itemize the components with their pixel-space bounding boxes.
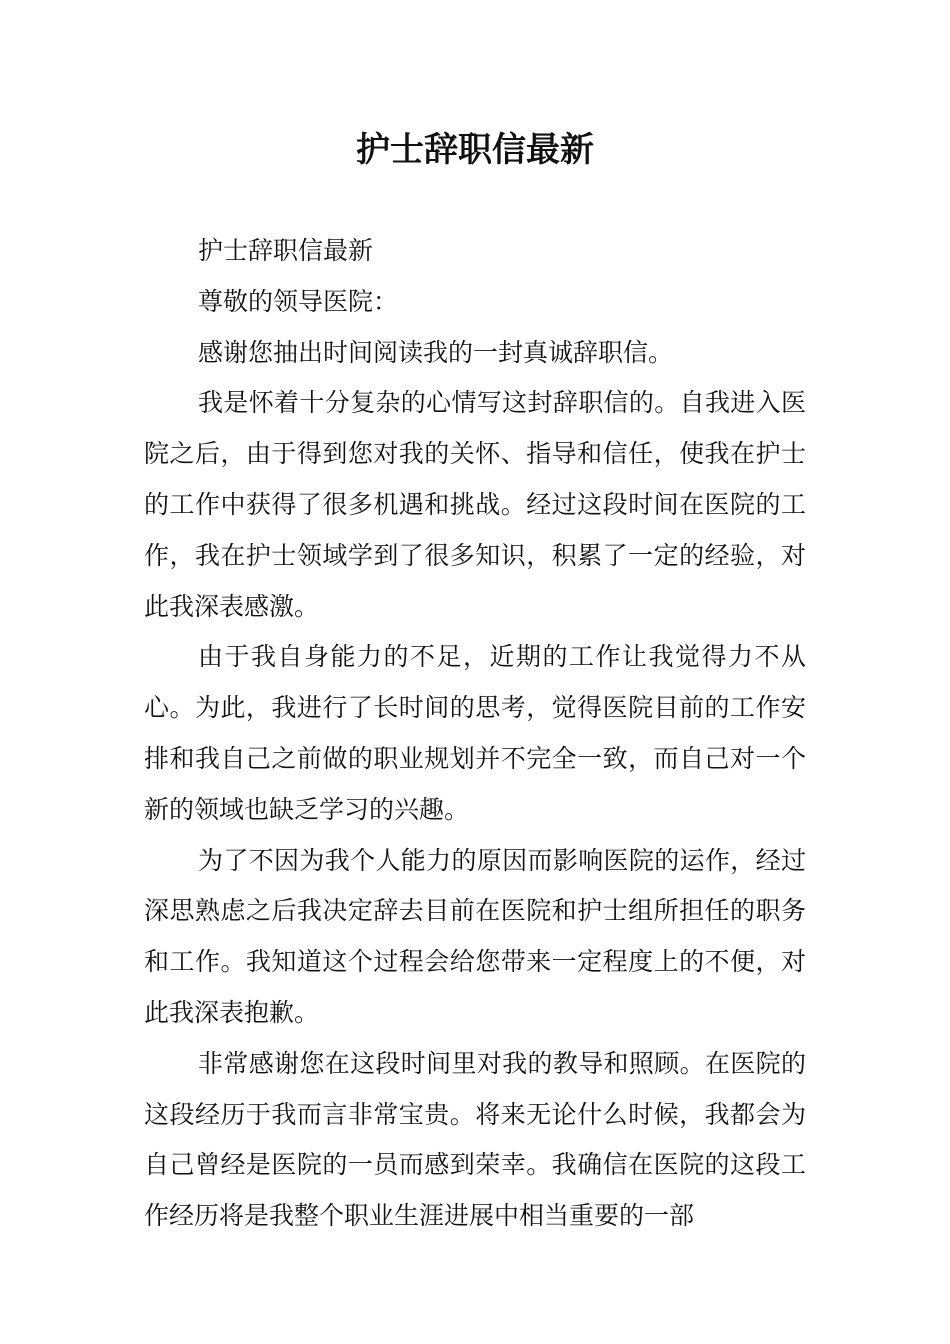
paragraph-body: 非常感谢您在这段时间里对我的教导和照顾。在医院的这段经历于我而言非常宝贵。将来无论什么时候，我都会为自己曾经是医院的一员而感到荣幸。我确信在医院的这段工作经历将是我整个职业生涯进展中相当重要的一部 — [144, 1048, 806, 1231]
paragraph-body: 由于我自身能力的不足，近期的工作让我觉得力不从心。为此，我进行了长时间的思考，觉得医院目前的工作安排和我自己之前做的职业规划并不完全一致，而自己对一个新的领域也缺乏学习的兴趣。 — [144, 642, 806, 824]
paragraph-body: 我是怀着十分复杂的心情写这封辞职信的。自我进入医院之后，由于得到您对我的关怀、指导和信任，使我在护士的工作中获得了很多机遇和挑战。经过这段时间在医院的工作，我在护士领域学到了很多知识，积累了一定的经验，对此我深表感激。 — [144, 388, 806, 621]
paragraph-body: 为了不因为我个人能力的原因而影响医院的运作，经过深思熟虑之后我决定辞去目前在医院和护士组所担任的职务和工作。我知道这个过程会给您带来一定程度上的不便，对此我深表抱歉。 — [144, 845, 806, 1027]
document-title: 护士辞职信最新 — [356, 130, 594, 170]
paragraph-thanks: 感谢您抽出时间阅读我的一封真诚辞职信。 — [198, 337, 674, 367]
document-body — [144, 226, 806, 1242]
paragraph-salutation: 尊敬的领导医院： — [198, 286, 399, 316]
paragraph-heading: 护士辞职信最新 — [198, 236, 374, 265]
